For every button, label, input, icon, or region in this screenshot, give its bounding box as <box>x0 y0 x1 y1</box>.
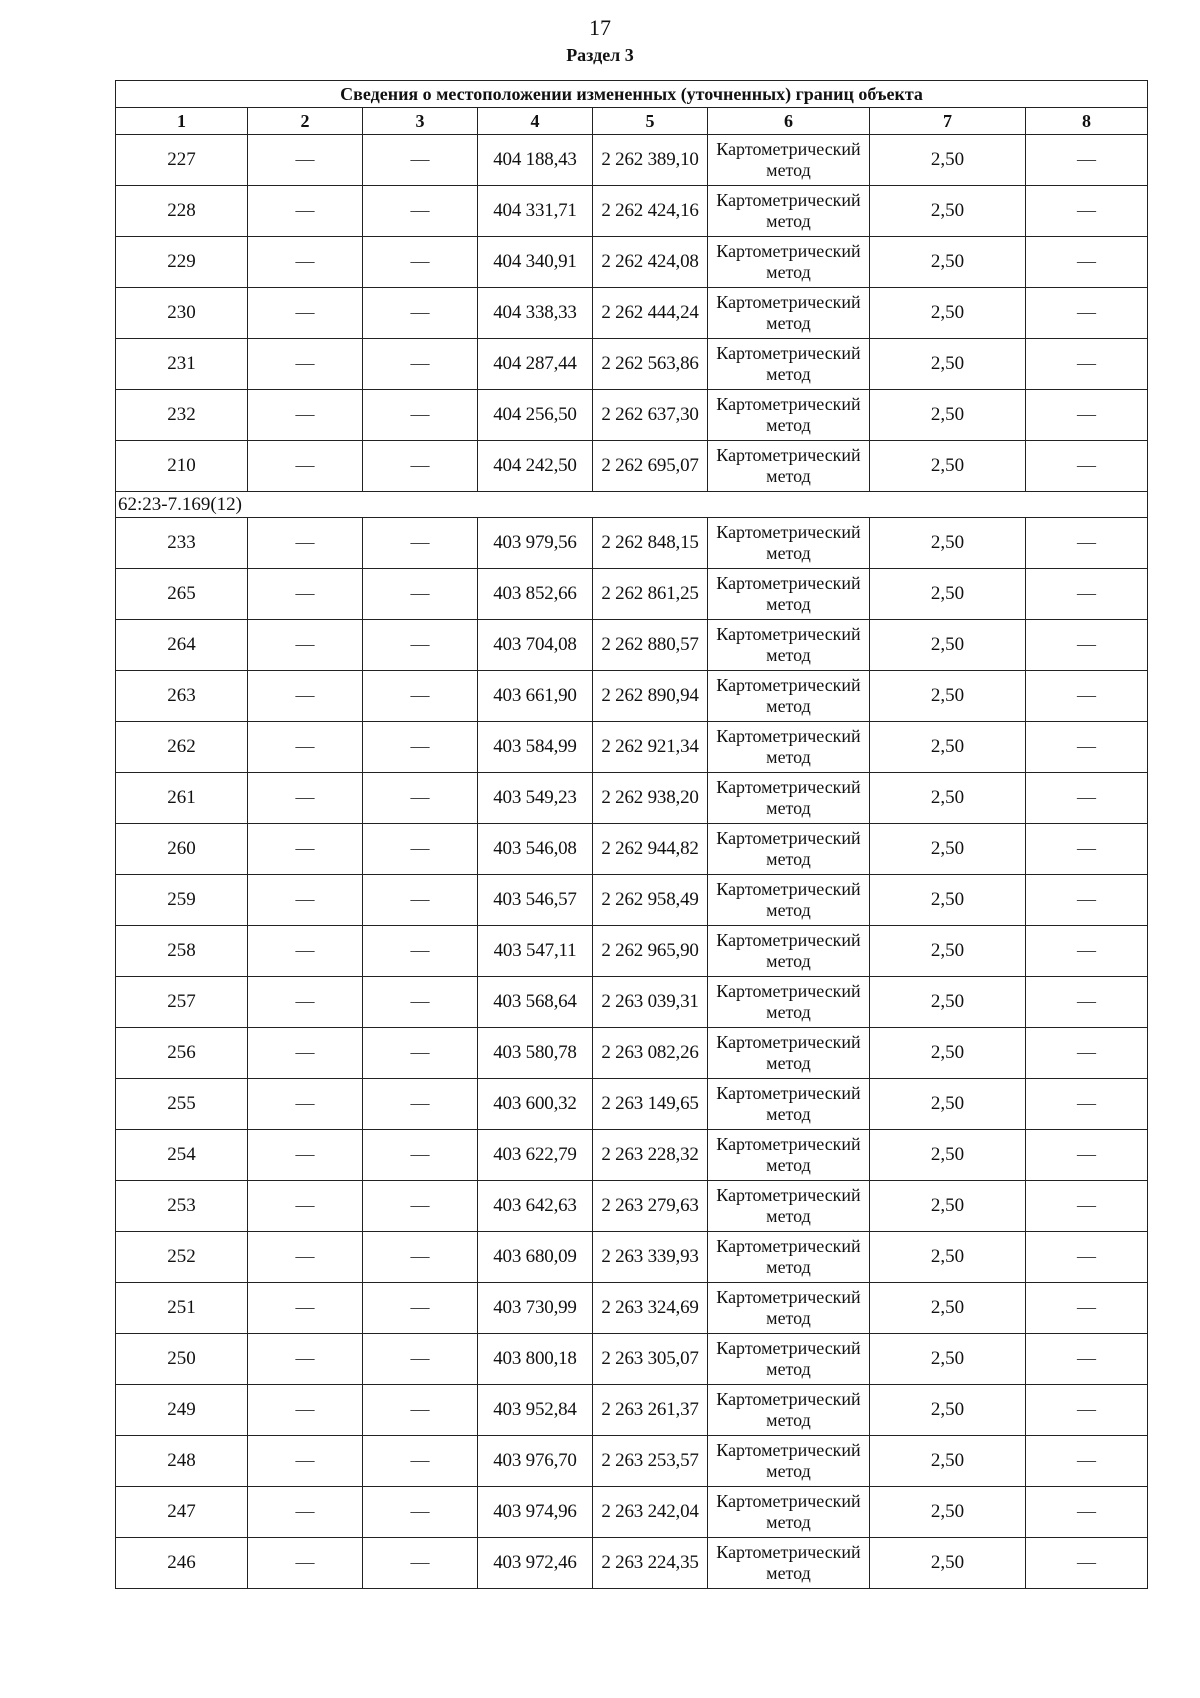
table-row <box>116 186 1148 237</box>
empty-cell-col-3: — <box>363 1079 478 1130</box>
x-coordinate-cell: 403 547,11 <box>478 926 593 977</box>
accuracy-cell: 2,50 <box>870 1181 1026 1232</box>
accuracy-cell: 2,50 <box>870 390 1026 441</box>
table-row <box>116 824 1148 875</box>
method-cell: Картометрический метод <box>708 186 870 237</box>
empty-cell-col-3: — <box>363 569 478 620</box>
empty-cell-col-8: — <box>1026 237 1148 288</box>
empty-cell-col-2: — <box>248 569 363 620</box>
x-coordinate-cell: 403 622,79 <box>478 1130 593 1181</box>
accuracy-cell: 2,50 <box>870 773 1026 824</box>
empty-cell-col-2: — <box>248 339 363 390</box>
accuracy-cell: 2,50 <box>870 237 1026 288</box>
empty-cell-col-8: — <box>1026 1436 1148 1487</box>
column-header-3: 3 <box>363 108 478 135</box>
empty-cell-col-8: — <box>1026 518 1148 569</box>
accuracy-cell: 2,50 <box>870 518 1026 569</box>
y-coordinate-cell: 2 262 695,07 <box>593 441 708 492</box>
table-row <box>116 339 1148 390</box>
table-row <box>116 441 1148 492</box>
column-header-8: 8 <box>1026 108 1148 135</box>
point-number-cell: 247 <box>116 1487 248 1538</box>
empty-cell-col-3: — <box>363 1334 478 1385</box>
table-row <box>116 1487 1148 1538</box>
empty-cell-col-2: — <box>248 977 363 1028</box>
empty-cell-col-8: — <box>1026 1538 1148 1589</box>
table-row <box>116 671 1148 722</box>
accuracy-cell: 2,50 <box>870 441 1026 492</box>
point-number-cell: 255 <box>116 1079 248 1130</box>
accuracy-cell: 2,50 <box>870 1436 1026 1487</box>
empty-cell-col-3: — <box>363 875 478 926</box>
table-title: Сведения о местоположении измененных (уточненных) границ объекта <box>116 81 1148 108</box>
accuracy-cell: 2,50 <box>870 1385 1026 1436</box>
method-cell: Картометрический метод <box>708 288 870 339</box>
accuracy-cell: 2,50 <box>870 1232 1026 1283</box>
empty-cell-col-3: — <box>363 671 478 722</box>
empty-cell-col-2: — <box>248 1436 363 1487</box>
empty-cell-col-2: — <box>248 1538 363 1589</box>
y-coordinate-cell: 2 262 890,94 <box>593 671 708 722</box>
x-coordinate-cell: 403 546,57 <box>478 875 593 926</box>
accuracy-cell: 2,50 <box>870 1487 1026 1538</box>
method-cell: Картометрический метод <box>708 441 870 492</box>
empty-cell-col-8: — <box>1026 1487 1148 1538</box>
column-header-4: 4 <box>478 108 593 135</box>
empty-cell-col-8: — <box>1026 339 1148 390</box>
empty-cell-col-3: — <box>363 926 478 977</box>
column-number-row <box>116 108 1148 135</box>
empty-cell-col-8: — <box>1026 288 1148 339</box>
method-cell: Картометрический метод <box>708 390 870 441</box>
y-coordinate-cell: 2 262 848,15 <box>593 518 708 569</box>
table-row <box>116 1079 1148 1130</box>
group-header-row <box>116 492 1148 518</box>
empty-cell-col-3: — <box>363 441 478 492</box>
empty-cell-col-3: — <box>363 824 478 875</box>
y-coordinate-cell: 2 262 880,57 <box>593 620 708 671</box>
method-cell: Картометрический метод <box>708 1487 870 1538</box>
point-number-cell: 249 <box>116 1385 248 1436</box>
empty-cell-col-2: — <box>248 1283 363 1334</box>
point-number-cell: 227 <box>116 135 248 186</box>
y-coordinate-cell: 2 262 563,86 <box>593 339 708 390</box>
accuracy-cell: 2,50 <box>870 977 1026 1028</box>
y-coordinate-cell: 2 262 637,30 <box>593 390 708 441</box>
x-coordinate-cell: 403 642,63 <box>478 1181 593 1232</box>
table-row <box>116 620 1148 671</box>
table-row <box>116 1028 1148 1079</box>
method-cell: Картометрический метод <box>708 339 870 390</box>
empty-cell-col-8: — <box>1026 977 1148 1028</box>
accuracy-cell: 2,50 <box>870 1028 1026 1079</box>
x-coordinate-cell: 403 974,96 <box>478 1487 593 1538</box>
accuracy-cell: 2,50 <box>870 620 1026 671</box>
method-cell: Картометрический метод <box>708 722 870 773</box>
x-coordinate-cell: 403 972,46 <box>478 1538 593 1589</box>
point-number-cell: 250 <box>116 1334 248 1385</box>
empty-cell-col-3: — <box>363 1436 478 1487</box>
method-cell: Картометрический метод <box>708 1181 870 1232</box>
method-cell: Картометрический метод <box>708 1028 870 1079</box>
y-coordinate-cell: 2 262 938,20 <box>593 773 708 824</box>
table-row <box>116 875 1148 926</box>
x-coordinate-cell: 403 852,66 <box>478 569 593 620</box>
y-coordinate-cell: 2 263 253,57 <box>593 1436 708 1487</box>
x-coordinate-cell: 403 704,08 <box>478 620 593 671</box>
accuracy-cell: 2,50 <box>870 135 1026 186</box>
point-number-cell: 254 <box>116 1130 248 1181</box>
table-row <box>116 722 1148 773</box>
point-number-cell: 251 <box>116 1283 248 1334</box>
point-number-cell: 248 <box>116 1436 248 1487</box>
empty-cell-col-3: — <box>363 1538 478 1589</box>
column-header-2: 2 <box>248 108 363 135</box>
empty-cell-col-8: — <box>1026 1385 1148 1436</box>
table-row <box>116 1385 1148 1436</box>
x-coordinate-cell: 404 338,33 <box>478 288 593 339</box>
empty-cell-col-2: — <box>248 1079 363 1130</box>
y-coordinate-cell: 2 262 389,10 <box>593 135 708 186</box>
y-coordinate-cell: 2 262 444,24 <box>593 288 708 339</box>
empty-cell-col-3: — <box>363 135 478 186</box>
empty-cell-col-3: — <box>363 237 478 288</box>
point-number-cell: 246 <box>116 1538 248 1589</box>
method-cell: Картометрический метод <box>708 569 870 620</box>
point-number-cell: 263 <box>116 671 248 722</box>
table-row <box>116 1538 1148 1589</box>
empty-cell-col-2: — <box>248 1232 363 1283</box>
empty-cell-col-8: — <box>1026 186 1148 237</box>
accuracy-cell: 2,50 <box>870 1334 1026 1385</box>
empty-cell-col-8: — <box>1026 722 1148 773</box>
x-coordinate-cell: 404 287,44 <box>478 339 593 390</box>
x-coordinate-cell: 403 584,99 <box>478 722 593 773</box>
table-row <box>116 390 1148 441</box>
empty-cell-col-3: — <box>363 722 478 773</box>
empty-cell-col-8: — <box>1026 1130 1148 1181</box>
empty-cell-col-8: — <box>1026 1079 1148 1130</box>
y-coordinate-cell: 2 263 261,37 <box>593 1385 708 1436</box>
empty-cell-col-2: — <box>248 288 363 339</box>
point-number-cell: 258 <box>116 926 248 977</box>
x-coordinate-cell: 403 976,70 <box>478 1436 593 1487</box>
y-coordinate-cell: 2 263 082,26 <box>593 1028 708 1079</box>
empty-cell-col-3: — <box>363 1130 478 1181</box>
x-coordinate-cell: 403 549,23 <box>478 773 593 824</box>
empty-cell-col-2: — <box>248 1181 363 1232</box>
point-number-cell: 252 <box>116 1232 248 1283</box>
point-number-cell: 261 <box>116 773 248 824</box>
empty-cell-col-3: — <box>363 1385 478 1436</box>
point-number-cell: 232 <box>116 390 248 441</box>
point-number-cell: 253 <box>116 1181 248 1232</box>
empty-cell-col-2: — <box>248 1385 363 1436</box>
page-number: 17 <box>589 15 611 40</box>
method-cell: Картометрический метод <box>708 671 870 722</box>
x-coordinate-cell: 403 661,90 <box>478 671 593 722</box>
x-coordinate-cell: 403 952,84 <box>478 1385 593 1436</box>
point-number-cell: 259 <box>116 875 248 926</box>
accuracy-cell: 2,50 <box>870 186 1026 237</box>
empty-cell-col-8: — <box>1026 1334 1148 1385</box>
x-coordinate-cell: 404 340,91 <box>478 237 593 288</box>
y-coordinate-cell: 2 262 424,08 <box>593 237 708 288</box>
empty-cell-col-2: — <box>248 620 363 671</box>
method-cell: Картометрический метод <box>708 1436 870 1487</box>
empty-cell-col-8: — <box>1026 441 1148 492</box>
empty-cell-col-2: — <box>248 1334 363 1385</box>
y-coordinate-cell: 2 262 921,34 <box>593 722 708 773</box>
point-number-cell: 256 <box>116 1028 248 1079</box>
empty-cell-col-8: — <box>1026 620 1148 671</box>
x-coordinate-cell: 403 600,32 <box>478 1079 593 1130</box>
x-coordinate-cell: 403 979,56 <box>478 518 593 569</box>
empty-cell-col-3: — <box>363 288 478 339</box>
y-coordinate-cell: 2 263 305,07 <box>593 1334 708 1385</box>
empty-cell-col-3: — <box>363 186 478 237</box>
empty-cell-col-3: — <box>363 977 478 1028</box>
empty-cell-col-8: — <box>1026 671 1148 722</box>
method-cell: Картометрический метод <box>708 926 870 977</box>
point-number-cell: 210 <box>116 441 248 492</box>
method-cell: Картометрический метод <box>708 1538 870 1589</box>
accuracy-cell: 2,50 <box>870 569 1026 620</box>
point-number-cell: 264 <box>116 620 248 671</box>
empty-cell-col-3: — <box>363 518 478 569</box>
empty-cell-col-8: — <box>1026 569 1148 620</box>
y-coordinate-cell: 2 263 324,69 <box>593 1283 708 1334</box>
section-title: Раздел 3 <box>566 45 634 65</box>
empty-cell-col-2: — <box>248 773 363 824</box>
empty-cell-col-3: — <box>363 1487 478 1538</box>
accuracy-cell: 2,50 <box>870 824 1026 875</box>
table-row <box>116 288 1148 339</box>
empty-cell-col-2: — <box>248 135 363 186</box>
empty-cell-col-2: — <box>248 722 363 773</box>
empty-cell-col-3: — <box>363 620 478 671</box>
table-row <box>116 1232 1148 1283</box>
table-row <box>116 518 1148 569</box>
y-coordinate-cell: 2 263 279,63 <box>593 1181 708 1232</box>
empty-cell-col-2: — <box>248 186 363 237</box>
empty-cell-col-3: — <box>363 1028 478 1079</box>
point-number-cell: 230 <box>116 288 248 339</box>
empty-cell-col-8: — <box>1026 1028 1148 1079</box>
accuracy-cell: 2,50 <box>870 926 1026 977</box>
empty-cell-col-8: — <box>1026 1181 1148 1232</box>
empty-cell-col-8: — <box>1026 390 1148 441</box>
table-row <box>116 977 1148 1028</box>
table-row <box>116 237 1148 288</box>
table-row <box>116 569 1148 620</box>
point-number-cell: 229 <box>116 237 248 288</box>
table-row <box>116 1334 1148 1385</box>
empty-cell-col-8: — <box>1026 1232 1148 1283</box>
empty-cell-col-2: — <box>248 1028 363 1079</box>
accuracy-cell: 2,50 <box>870 1283 1026 1334</box>
method-cell: Картометрический метод <box>708 135 870 186</box>
accuracy-cell: 2,50 <box>870 1130 1026 1181</box>
y-coordinate-cell: 2 263 149,65 <box>593 1079 708 1130</box>
method-cell: Картометрический метод <box>708 1385 870 1436</box>
method-cell: Картометрический метод <box>708 518 870 569</box>
accuracy-cell: 2,50 <box>870 288 1026 339</box>
empty-cell-col-2: — <box>248 390 363 441</box>
y-coordinate-cell: 2 262 861,25 <box>593 569 708 620</box>
empty-cell-col-8: — <box>1026 135 1148 186</box>
accuracy-cell: 2,50 <box>870 339 1026 390</box>
x-coordinate-cell: 403 546,08 <box>478 824 593 875</box>
x-coordinate-cell: 403 568,64 <box>478 977 593 1028</box>
method-cell: Картометрический метод <box>708 773 870 824</box>
method-cell: Картометрический метод <box>708 1130 870 1181</box>
empty-cell-col-3: — <box>363 1181 478 1232</box>
empty-cell-col-2: — <box>248 824 363 875</box>
empty-cell-col-8: — <box>1026 875 1148 926</box>
x-coordinate-cell: 403 800,18 <box>478 1334 593 1385</box>
accuracy-cell: 2,50 <box>870 671 1026 722</box>
empty-cell-col-2: — <box>248 875 363 926</box>
accuracy-cell: 2,50 <box>870 1538 1026 1589</box>
y-coordinate-cell: 2 262 958,49 <box>593 875 708 926</box>
x-coordinate-cell: 404 242,50 <box>478 441 593 492</box>
empty-cell-col-2: — <box>248 237 363 288</box>
empty-cell-col-2: — <box>248 671 363 722</box>
table-row <box>116 1436 1148 1487</box>
accuracy-cell: 2,50 <box>870 875 1026 926</box>
y-coordinate-cell: 2 263 039,31 <box>593 977 708 1028</box>
x-coordinate-cell: 404 331,71 <box>478 186 593 237</box>
method-cell: Картометрический метод <box>708 1334 870 1385</box>
point-number-cell: 265 <box>116 569 248 620</box>
y-coordinate-cell: 2 263 228,32 <box>593 1130 708 1181</box>
y-coordinate-cell: 2 263 242,04 <box>593 1487 708 1538</box>
empty-cell-col-2: — <box>248 1487 363 1538</box>
method-cell: Картометрический метод <box>708 620 870 671</box>
empty-cell-col-8: — <box>1026 773 1148 824</box>
column-header-5: 5 <box>593 108 708 135</box>
method-cell: Картометрический метод <box>708 1232 870 1283</box>
empty-cell-col-8: — <box>1026 926 1148 977</box>
y-coordinate-cell: 2 263 224,35 <box>593 1538 708 1589</box>
empty-cell-col-8: — <box>1026 824 1148 875</box>
table-row <box>116 773 1148 824</box>
column-header-7: 7 <box>870 108 1026 135</box>
empty-cell-col-2: — <box>248 441 363 492</box>
y-coordinate-cell: 2 262 944,82 <box>593 824 708 875</box>
x-coordinate-cell: 403 580,78 <box>478 1028 593 1079</box>
point-number-cell: 231 <box>116 339 248 390</box>
empty-cell-col-3: — <box>363 339 478 390</box>
accuracy-cell: 2,50 <box>870 1079 1026 1130</box>
point-number-cell: 257 <box>116 977 248 1028</box>
table-row <box>116 1283 1148 1334</box>
method-cell: Картометрический метод <box>708 237 870 288</box>
method-cell: Картометрический метод <box>708 875 870 926</box>
y-coordinate-cell: 2 263 339,93 <box>593 1232 708 1283</box>
empty-cell-col-2: — <box>248 926 363 977</box>
empty-cell-col-3: — <box>363 1283 478 1334</box>
table-row <box>116 926 1148 977</box>
method-cell: Картометрический метод <box>708 977 870 1028</box>
x-coordinate-cell: 404 188,43 <box>478 135 593 186</box>
x-coordinate-cell: 404 256,50 <box>478 390 593 441</box>
method-cell: Картометрический метод <box>708 824 870 875</box>
x-coordinate-cell: 403 680,09 <box>478 1232 593 1283</box>
empty-cell-col-3: — <box>363 390 478 441</box>
empty-cell-col-3: — <box>363 773 478 824</box>
empty-cell-col-2: — <box>248 1130 363 1181</box>
point-number-cell: 228 <box>116 186 248 237</box>
method-cell: Картометрический метод <box>708 1079 870 1130</box>
accuracy-cell: 2,50 <box>870 722 1026 773</box>
point-number-cell: 260 <box>116 824 248 875</box>
empty-cell-col-8: — <box>1026 1283 1148 1334</box>
boundary-coordinates-table <box>115 80 1148 1589</box>
empty-cell-col-2: — <box>248 518 363 569</box>
column-header-6: 6 <box>708 108 870 135</box>
table-row <box>116 135 1148 186</box>
group-label: 62:23-7.169(12) <box>116 492 1148 518</box>
method-cell: Картометрический метод <box>708 1283 870 1334</box>
table-body <box>116 81 1148 1589</box>
x-coordinate-cell: 403 730,99 <box>478 1283 593 1334</box>
point-number-cell: 233 <box>116 518 248 569</box>
y-coordinate-cell: 2 262 965,90 <box>593 926 708 977</box>
point-number-cell: 262 <box>116 722 248 773</box>
column-header-1: 1 <box>116 108 248 135</box>
table-title-row <box>116 81 1148 108</box>
y-coordinate-cell: 2 262 424,16 <box>593 186 708 237</box>
table-row <box>116 1130 1148 1181</box>
empty-cell-col-3: — <box>363 1232 478 1283</box>
table-row <box>116 1181 1148 1232</box>
